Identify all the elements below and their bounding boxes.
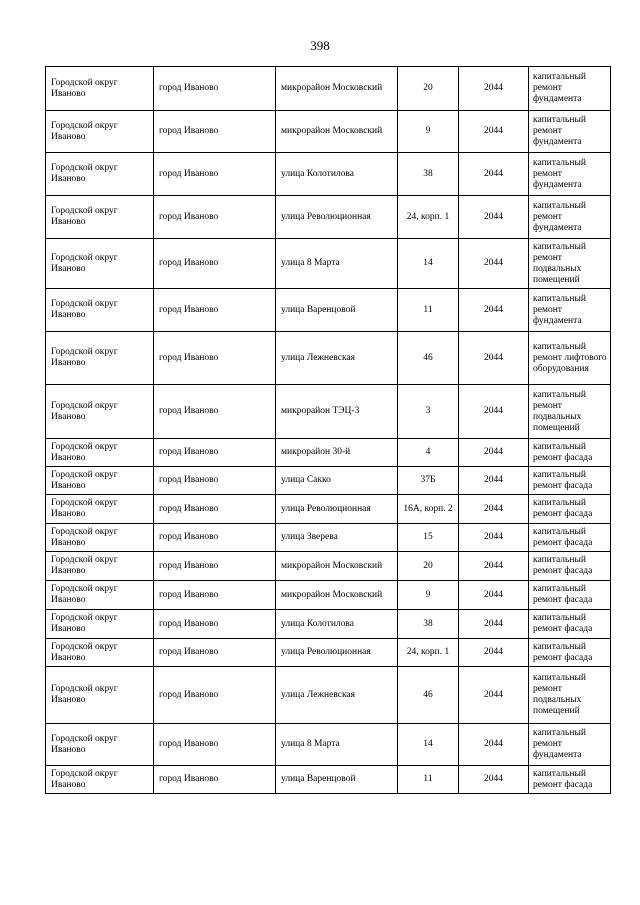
city-cell: город Иваново <box>154 552 276 581</box>
table-row <box>46 239 611 289</box>
year-cell: 2044 <box>459 610 529 639</box>
house-number-cell: 14 <box>398 239 459 289</box>
street-cell: улица Лежневская <box>276 332 398 385</box>
year-cell: 2044 <box>459 111 529 153</box>
house-number-cell: 9 <box>398 111 459 153</box>
city-cell: город Иваново <box>154 524 276 552</box>
house-number-cell: 46 <box>398 332 459 385</box>
work-type-cell: капитальный ремонт фасада <box>529 766 611 794</box>
year-cell: 2044 <box>459 385 529 439</box>
table-row <box>46 610 611 639</box>
table-body <box>46 67 611 794</box>
street-cell: улица Колотилова <box>276 153 398 196</box>
table-row <box>46 524 611 552</box>
year-cell: 2044 <box>459 495 529 524</box>
city-cell: город Иваново <box>154 724 276 766</box>
house-number-cell: 38 <box>398 153 459 196</box>
house-number-cell: 37Б <box>398 467 459 495</box>
work-type-cell: капитальный ремонт подвальных помещений <box>529 667 611 724</box>
city-cell: город Иваново <box>154 467 276 495</box>
work-type-cell: капитальный ремонт фасада <box>529 581 611 610</box>
work-type-cell: капитальный ремонт фундамента <box>529 67 611 111</box>
okrug-cell: Городской округ Иваново <box>46 766 154 794</box>
okrug-cell: Городской округ Иваново <box>46 67 154 111</box>
house-number-cell: 20 <box>398 552 459 581</box>
page-number: 398 <box>310 38 330 53</box>
house-number-cell: 16А, корп. 2 <box>398 495 459 524</box>
table-row <box>46 385 611 439</box>
street-cell: улица Революционная <box>276 495 398 524</box>
year-cell: 2044 <box>459 639 529 667</box>
work-type-cell: капитальный ремонт фундамента <box>529 153 611 196</box>
street-cell: улица 8 Марта <box>276 724 398 766</box>
city-cell: город Иваново <box>154 667 276 724</box>
city-cell: город Иваново <box>154 289 276 332</box>
table-row <box>46 289 611 332</box>
okrug-cell: Городской округ Иваново <box>46 524 154 552</box>
year-cell: 2044 <box>459 467 529 495</box>
work-type-cell: капитальный ремонт фасада <box>529 524 611 552</box>
city-cell: город Иваново <box>154 610 276 639</box>
city-cell: город Иваново <box>154 495 276 524</box>
table-row <box>46 332 611 385</box>
street-cell: улица Лежневская <box>276 667 398 724</box>
repair-schedule-table <box>45 66 611 794</box>
street-cell: улица Зверева <box>276 524 398 552</box>
house-number-cell: 20 <box>398 67 459 111</box>
city-cell: город Иваново <box>154 639 276 667</box>
year-cell: 2044 <box>459 766 529 794</box>
year-cell: 2044 <box>459 552 529 581</box>
city-cell: город Иваново <box>154 239 276 289</box>
okrug-cell: Городской округ Иваново <box>46 581 154 610</box>
work-type-cell: капитальный ремонт фундамента <box>529 724 611 766</box>
city-cell: город Иваново <box>154 153 276 196</box>
house-number-cell: 11 <box>398 289 459 332</box>
year-cell: 2044 <box>459 67 529 111</box>
street-cell: улица Варенцовой <box>276 766 398 794</box>
house-number-cell: 24, корп. 1 <box>398 639 459 667</box>
street-cell: микрорайон ТЭЦ-3 <box>276 385 398 439</box>
okrug-cell: Городской округ Иваново <box>46 196 154 239</box>
work-type-cell: капитальный ремонт фундамента <box>529 111 611 153</box>
city-cell: город Иваново <box>154 111 276 153</box>
work-type-cell: капитальный ремонт подвальных помещений <box>529 385 611 439</box>
table-row <box>46 552 611 581</box>
street-cell: микрорайон Московский <box>276 111 398 153</box>
okrug-cell: Городской округ Иваново <box>46 385 154 439</box>
okrug-cell: Городской округ Иваново <box>46 639 154 667</box>
work-type-cell: капитальный ремонт фасада <box>529 495 611 524</box>
okrug-cell: Городской округ Иваново <box>46 610 154 639</box>
table-row <box>46 67 611 111</box>
work-type-cell: капитальный ремонт фасада <box>529 467 611 495</box>
city-cell: город Иваново <box>154 67 276 111</box>
city-cell: город Иваново <box>154 385 276 439</box>
okrug-cell: Городской округ Иваново <box>46 153 154 196</box>
street-cell: микрорайон Московский <box>276 552 398 581</box>
okrug-cell: Городской округ Иваново <box>46 289 154 332</box>
work-type-cell: капитальный ремонт фасада <box>529 610 611 639</box>
street-cell: улица Колотилова <box>276 610 398 639</box>
city-cell: город Иваново <box>154 439 276 467</box>
table-row <box>46 196 611 239</box>
street-cell: улица Варенцовой <box>276 289 398 332</box>
street-cell: микрорайон Московский <box>276 67 398 111</box>
house-number-cell: 24, корп. 1 <box>398 196 459 239</box>
okrug-cell: Городской округ Иваново <box>46 552 154 581</box>
house-number-cell: 3 <box>398 385 459 439</box>
table-row <box>46 495 611 524</box>
city-cell: город Иваново <box>154 196 276 239</box>
table-row <box>46 639 611 667</box>
table-row <box>46 581 611 610</box>
okrug-cell: Городской округ Иваново <box>46 667 154 724</box>
table-row <box>46 667 611 724</box>
work-type-cell: капитальный ремонт подвальных помещений <box>529 239 611 289</box>
table-row <box>46 111 611 153</box>
street-cell: микрорайон 30-й <box>276 439 398 467</box>
year-cell: 2044 <box>459 524 529 552</box>
street-cell: улица Революционная <box>276 639 398 667</box>
work-type-cell: капитальный ремонт фасада <box>529 439 611 467</box>
work-type-cell: капитальный ремонт фундамента <box>529 289 611 332</box>
okrug-cell: Городской округ Иваново <box>46 724 154 766</box>
year-cell: 2044 <box>459 667 529 724</box>
year-cell: 2044 <box>459 332 529 385</box>
work-type-cell: капитальный ремонт лифтового оборудования <box>529 332 611 385</box>
work-type-cell: капитальный ремонт фасада <box>529 639 611 667</box>
city-cell: город Иваново <box>154 332 276 385</box>
year-cell: 2044 <box>459 239 529 289</box>
year-cell: 2044 <box>459 724 529 766</box>
street-cell: улица Революционная <box>276 196 398 239</box>
street-cell: микрорайон Московский <box>276 581 398 610</box>
table-row <box>46 439 611 467</box>
table-row <box>46 724 611 766</box>
year-cell: 2044 <box>459 153 529 196</box>
okrug-cell: Городской округ Иваново <box>46 467 154 495</box>
house-number-cell: 4 <box>398 439 459 467</box>
year-cell: 2044 <box>459 581 529 610</box>
house-number-cell: 14 <box>398 724 459 766</box>
house-number-cell: 9 <box>398 581 459 610</box>
year-cell: 2044 <box>459 196 529 239</box>
house-number-cell: 11 <box>398 766 459 794</box>
okrug-cell: Городской округ Иваново <box>46 111 154 153</box>
street-cell: улица 8 Марта <box>276 239 398 289</box>
street-cell: улица Сакко <box>276 467 398 495</box>
year-cell: 2044 <box>459 289 529 332</box>
house-number-cell: 15 <box>398 524 459 552</box>
okrug-cell: Городской округ Иваново <box>46 495 154 524</box>
table-row <box>46 766 611 794</box>
okrug-cell: Городской округ Иваново <box>46 439 154 467</box>
city-cell: город Иваново <box>154 766 276 794</box>
work-type-cell: капитальный ремонт фасада <box>529 552 611 581</box>
table-row <box>46 467 611 495</box>
okrug-cell: Городской округ Иваново <box>46 332 154 385</box>
work-type-cell: капитальный ремонт фундамента <box>529 196 611 239</box>
year-cell: 2044 <box>459 439 529 467</box>
house-number-cell: 38 <box>398 610 459 639</box>
house-number-cell: 46 <box>398 667 459 724</box>
okrug-cell: Городской округ Иваново <box>46 239 154 289</box>
city-cell: город Иваново <box>154 581 276 610</box>
table-row <box>46 153 611 196</box>
